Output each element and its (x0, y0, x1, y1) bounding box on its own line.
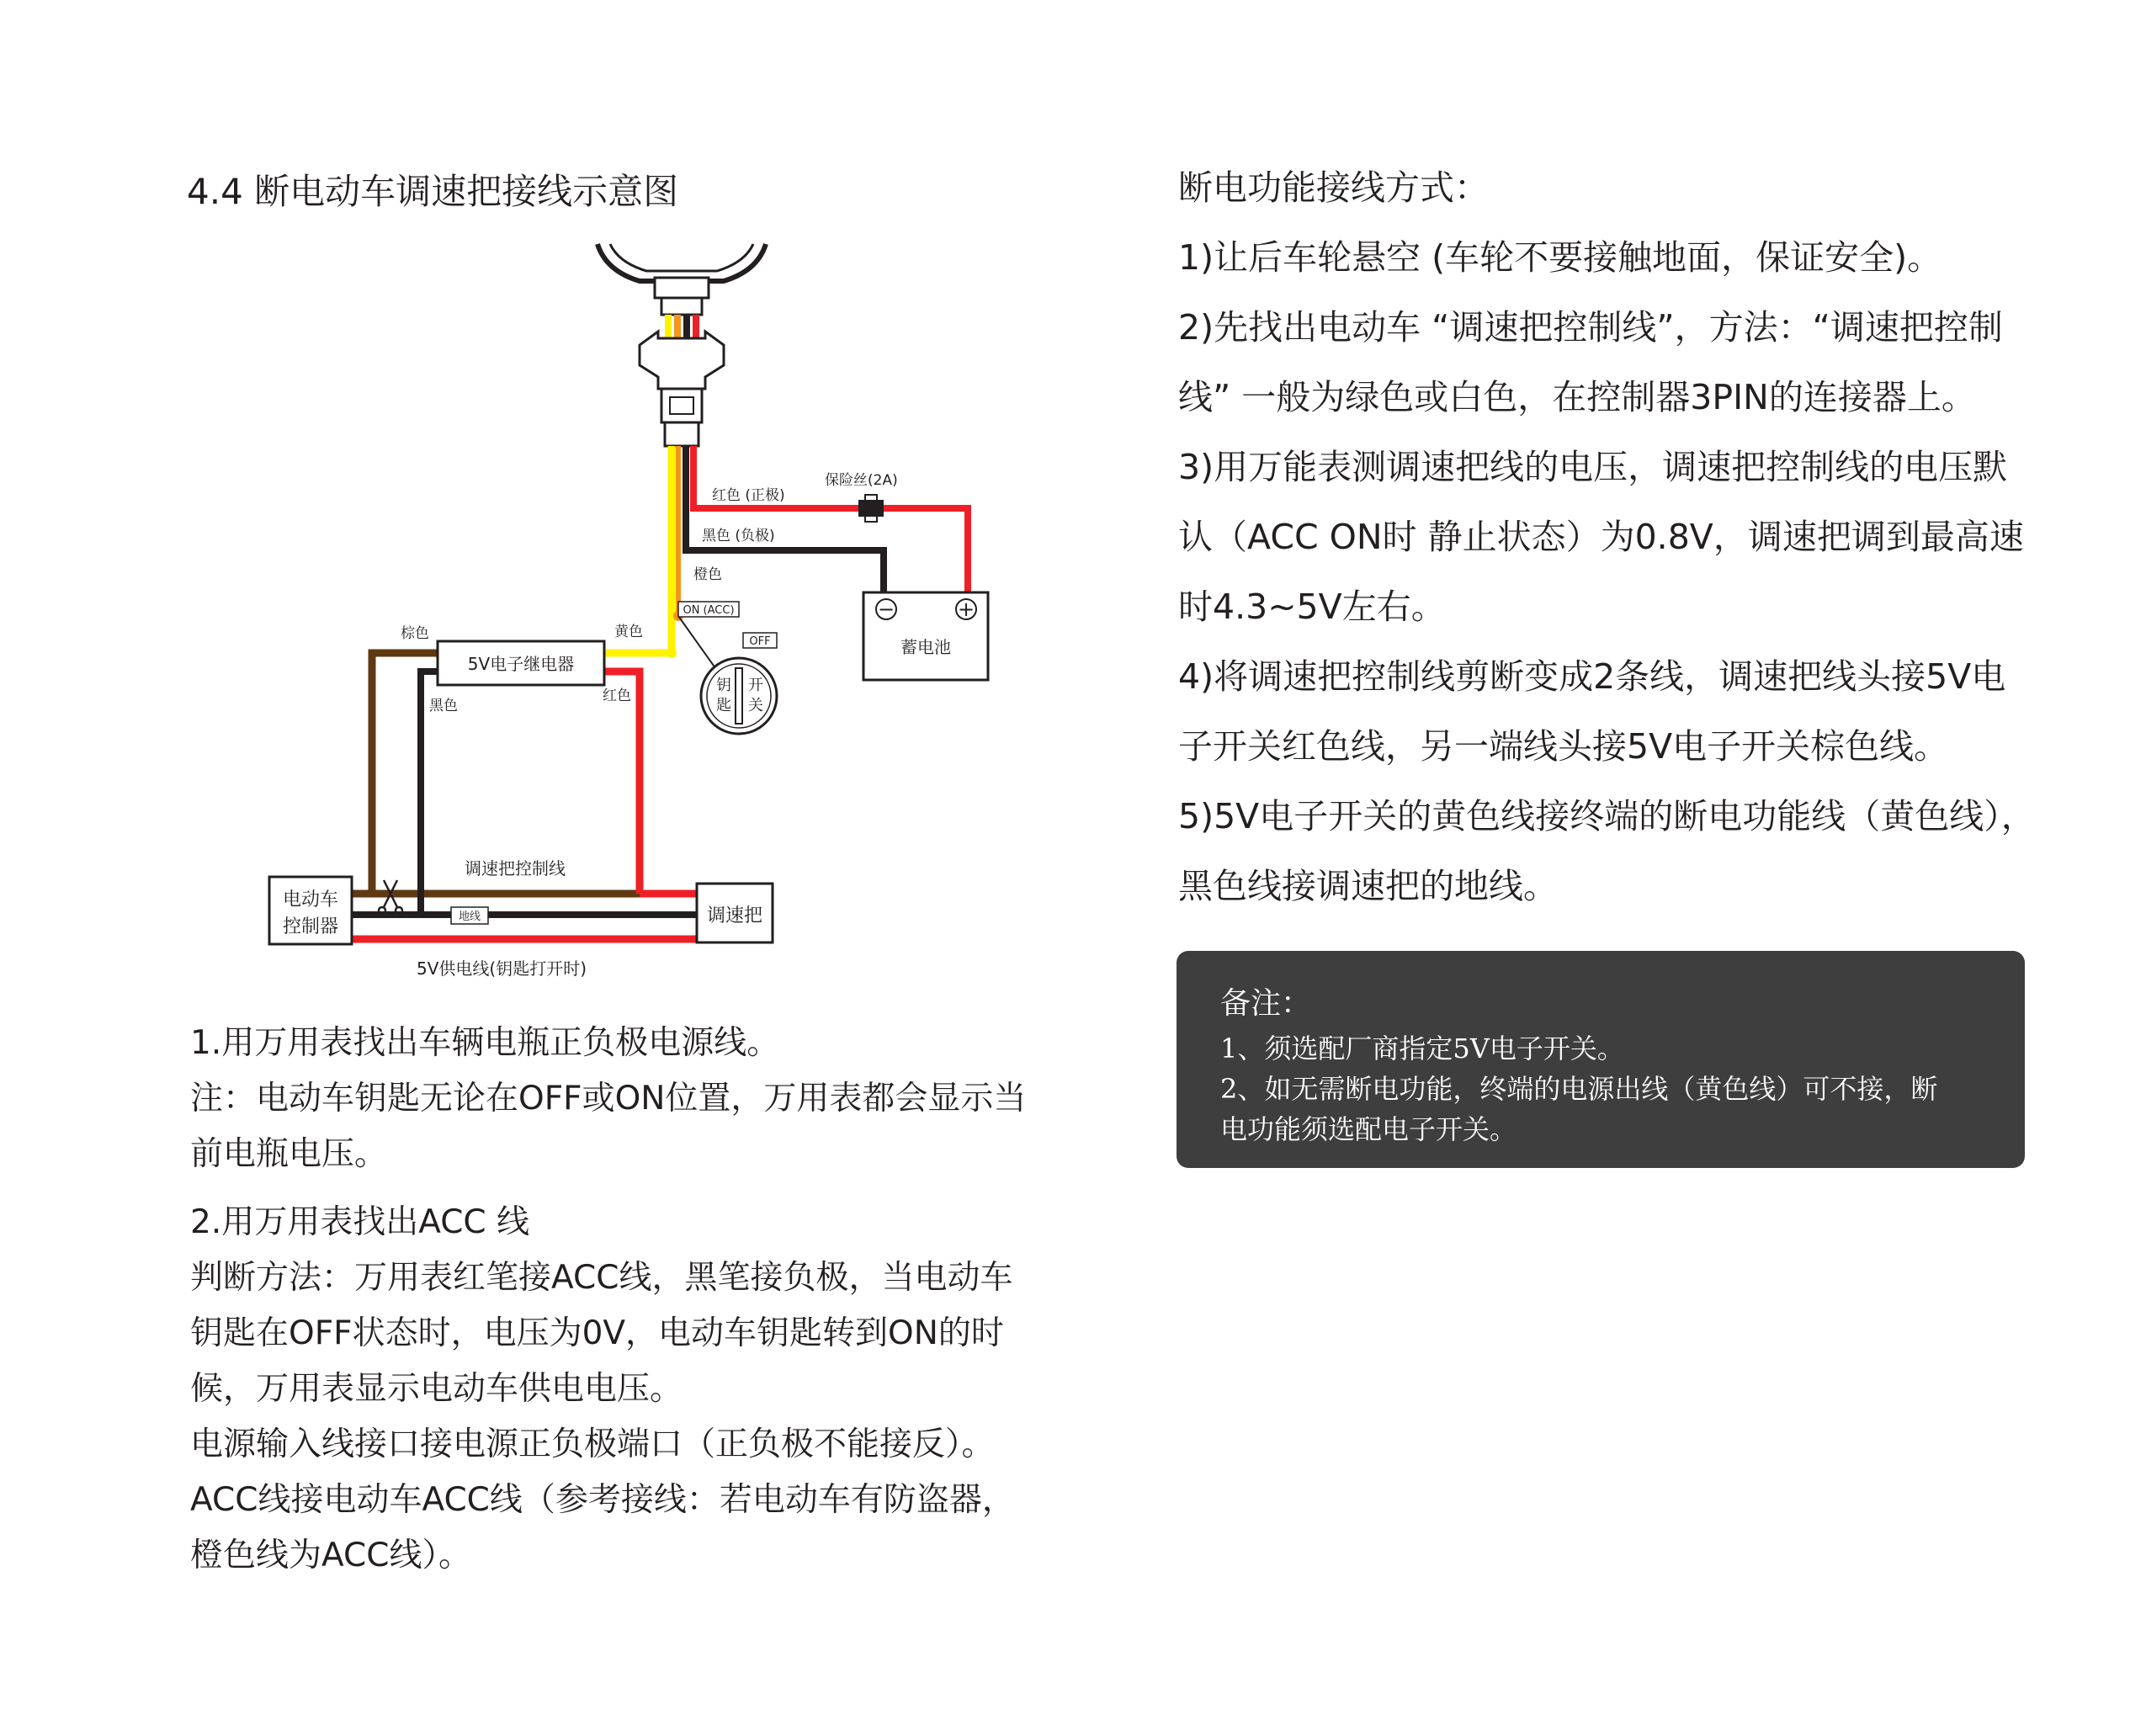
right-line: 2)先找出电动车 “调速把控制线”，方法：“调速把控制 (1178, 307, 2003, 348)
left-text-block-2 (190, 1195, 1065, 1584)
off-label: OFF (749, 635, 771, 648)
fuse-icon (858, 495, 884, 522)
red-positive-label: 红色 (正极) (712, 487, 785, 504)
fuse-label: 保险丝(2A) (825, 472, 898, 489)
right-line: 4)将调速把控制线剪断变成2条线，调速把线头接5V电 (1178, 656, 2006, 697)
black-negative-label: 黑色 (负极) (702, 528, 775, 544)
brown-label: 棕色 (401, 625, 429, 642)
key-switch-char-2: 匙 (716, 697, 731, 714)
right-line: 时4.3~5V左右。 (1178, 587, 1446, 627)
right-text-block (1178, 153, 2037, 921)
left-line: 1.用万用表找出车辆电瓶正负极电源线。 (190, 1024, 780, 1062)
yellow-joint (667, 648, 677, 658)
black-label: 黑色 (429, 698, 458, 714)
device-head (598, 244, 766, 315)
right-line: 子开关红色线，另一端线头接5V电子开关棕色线。 (1178, 726, 1949, 767)
left-text-block-1 (190, 1016, 1065, 1182)
battery-label: 蓄电池 (900, 637, 951, 657)
left-line: 注：电动车钥匙无论在OFF或ON位置，万用表都会显示当 (190, 1080, 1027, 1118)
battery-minus-icon: − (877, 597, 895, 621)
device-wires (668, 315, 696, 338)
note-title: 备注： (1220, 986, 1312, 1021)
left-line: ACC线接电动车ACC线（参考接线：若电动车有防盗器， (190, 1481, 1015, 1519)
left-line: 钥匙在OFF状态时，电压为0V，电动车钥匙转到ON的时 (190, 1314, 1004, 1352)
red-label: 红色 (603, 687, 631, 704)
battery-plus-icon: + (957, 597, 975, 621)
right-line: 认（ACC ON时 静止状态）为0.8V，调速把调到最高速 (1178, 517, 2024, 557)
relay-label: 5V电子继电器 (467, 654, 575, 674)
note-line: 电功能须选配电子开关。 (1220, 1113, 1517, 1145)
ev-controller (269, 877, 352, 944)
throttle (697, 884, 773, 942)
ground-label: 地线 (458, 910, 481, 923)
right-line: 断电功能接线方式： (1178, 167, 1489, 208)
key-switch (701, 658, 777, 734)
key-switch-char-4: 关 (748, 697, 763, 714)
note-box (1177, 951, 2025, 1168)
controller-label-line2: 控制器 (282, 916, 339, 937)
throttle-label: 调速把 (706, 905, 763, 926)
acc-label: ON (ACC) (683, 604, 735, 617)
controller-label-line1: 电动车 (282, 889, 339, 910)
right-line: 3)用万能表测调速把线的电压，调速把控制线的电压默 (1178, 447, 2008, 487)
left-line: 2.用万用表找出ACC 线 (190, 1203, 530, 1241)
relay (438, 641, 604, 685)
left-line: 电源输入线接口接电源正负极端口（正负极不能接反）。 (190, 1425, 995, 1463)
left-line: 候，万用表显示电动车供电电压。 (190, 1370, 683, 1408)
right-line: 线” 一般为绿色或白色，在控制器3PIN的连接器上。 (1178, 377, 1976, 417)
battery (863, 592, 988, 680)
section-title: 4.4 断电动车调速把接线示意图 (187, 171, 679, 212)
wiring-diagram (252, 237, 1010, 995)
speed-control-line-label: 调速把控制线 (465, 858, 566, 879)
wiring (349, 446, 968, 939)
left-line: 前电瓶电压。 (190, 1135, 388, 1173)
note-line: 2、如无需断电功能，终端的电源出线（黄色线）可不接，断 (1220, 1073, 1938, 1105)
right-line: 黑色线接调速把的地线。 (1178, 866, 1558, 906)
orange-label: 橙色 (693, 566, 722, 583)
right-line: 5)5V电子开关的黄色线接终端的断电功能线（黄色线）， (1178, 796, 2036, 836)
right-line: 1)让后车轮悬空 (车轮不要接触地面，保证安全)。 (1178, 237, 1942, 278)
key-switch-char-1: 钥 (716, 677, 731, 694)
supply-line-label: 5V供电线(钥匙打开时) (416, 958, 587, 979)
key-switch-char-3: 开 (748, 677, 763, 694)
left-line: 判断方法：万用表红笔接ACC线，黑笔接负极，当电动车 (190, 1259, 1013, 1297)
wire-connector (640, 332, 724, 446)
left-line: 橙色线为ACC线）。 (190, 1537, 471, 1574)
note-line: 1、须选配厂商指定5V电子开关。 (1220, 1033, 1624, 1064)
yellow-label: 黄色 (614, 624, 643, 640)
